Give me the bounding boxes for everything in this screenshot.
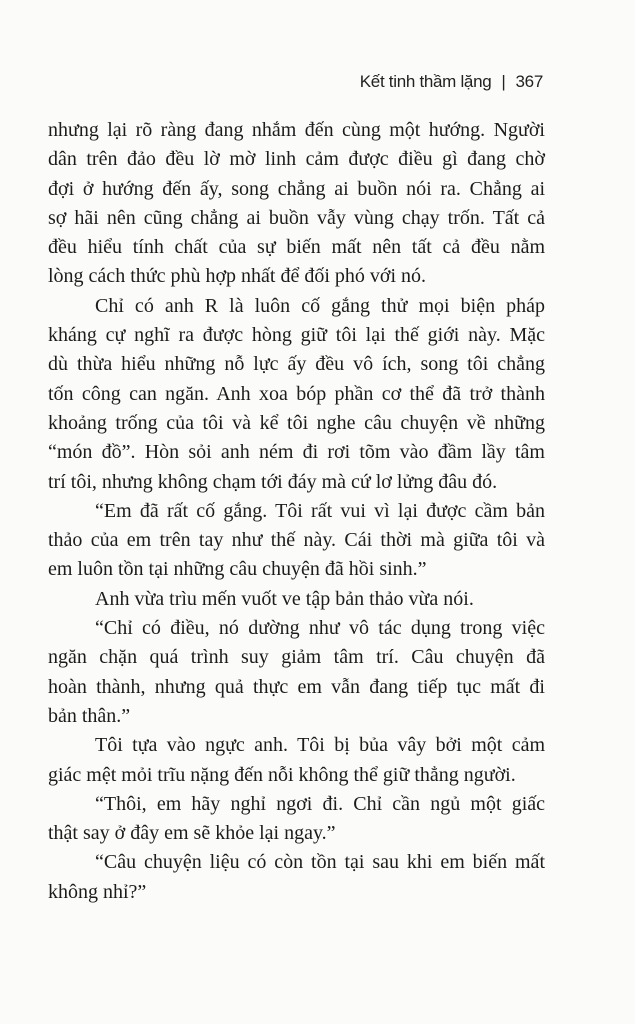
- paragraph: [48, 497, 545, 585]
- text-line: hoàn thành, nhưng quả thực em vẫn đang tiếp tục mất đi: [48, 675, 545, 698]
- text-line: thảo của em trên tay như thế này. Cái thời mà giữa tôi và: [48, 529, 545, 552]
- paragraph: [48, 848, 545, 907]
- header-separator: |: [501, 72, 506, 91]
- text-line: ngăn chặn quá trình suy giảm tâm trí. Câu chuyện đã: [48, 646, 545, 669]
- text-line: Tôi tựa vào ngực anh. Tôi bị bủa vây bởi một cảm: [95, 734, 545, 757]
- text-line: trí tôi, nhưng không chạm tới đáy mà cứ lơ lửng đâu đó.: [48, 470, 498, 493]
- text-line: em luôn tồn tại những câu chuyện đã hồi sinh.”: [48, 558, 427, 581]
- text-line: đợi ở hướng đến ấy, song chẳng ai buồn nói ra. Chẳng ai: [48, 177, 545, 200]
- text-line: dù thừa hiểu những nỗ lực ấy đều vô ích, song tôi chẳng: [48, 353, 545, 376]
- paragraph: [48, 292, 545, 497]
- paragraph: [48, 731, 545, 790]
- text-line: Anh vừa trìu mến vuốt ve tập bản thảo vừa nói.: [95, 587, 474, 610]
- paragraph: [48, 614, 545, 731]
- text-line: đều hiểu tính chất của sự biến mất nên tất cả đều nằm: [48, 236, 545, 259]
- text-line: dân trên đảo đều lờ mờ linh cảm được điều gì đang chờ: [48, 148, 545, 171]
- text-line: “Câu chuyện liệu có còn tồn tại sau khi em biến mất: [95, 851, 545, 874]
- text-line: thật say ở đây em sẽ khỏe lại ngay.”: [48, 822, 336, 845]
- text-line: sợ hãi nên cũng chẳng ai buồn vẫy vùng chạy trốn. Tất cả: [48, 206, 545, 229]
- running-header: [360, 72, 543, 92]
- text-line: bản thân.”: [48, 704, 131, 727]
- text-line: nhưng lại rõ ràng đang nhắm đến cùng một hướng. Người: [48, 119, 545, 141]
- page-body-text: [48, 116, 545, 907]
- paragraph: [48, 116, 545, 292]
- text-line: “Thôi, em hãy nghỉ ngơi đi. Chỉ cần ngủ một giấc: [95, 792, 545, 815]
- paragraph: [48, 585, 545, 614]
- text-line: “Chỉ có điều, nó dường như vô tác dụng trong việc: [95, 617, 545, 640]
- text-line: Chỉ có anh R là luôn cố gắng thử mọi biện pháp: [95, 294, 545, 317]
- text-line: “món đồ”. Hòn sỏi anh ném đi rơi tõm vào đầm lầy tâm: [48, 441, 545, 464]
- text-line: lòng cách thức phù hợp nhất để đối phó với nó.: [48, 265, 427, 288]
- text-line: không nhỉ?”: [48, 880, 147, 903]
- text-line: kháng cự nghĩ ra được hòng giữ tôi lại thế giới này. Mặc: [48, 324, 545, 347]
- page-number: 367: [515, 72, 543, 91]
- text-line: giác mệt mỏi trĩu nặng đến nỗi không thể giữ thẳng người.: [48, 763, 516, 786]
- text-line: khoảng trống của tôi và kể tôi nghe câu chuyện về những: [48, 411, 545, 434]
- text-line: tốn công can ngăn. Anh xoa bóp phần cơ thể đã trở thành: [48, 382, 545, 405]
- paragraph: [48, 790, 545, 849]
- text-line: “Em đã rất cố gắng. Tôi rất vui vì lại được cầm bản: [95, 499, 545, 522]
- chapter-title: Kết tinh thầm lặng: [359, 72, 492, 91]
